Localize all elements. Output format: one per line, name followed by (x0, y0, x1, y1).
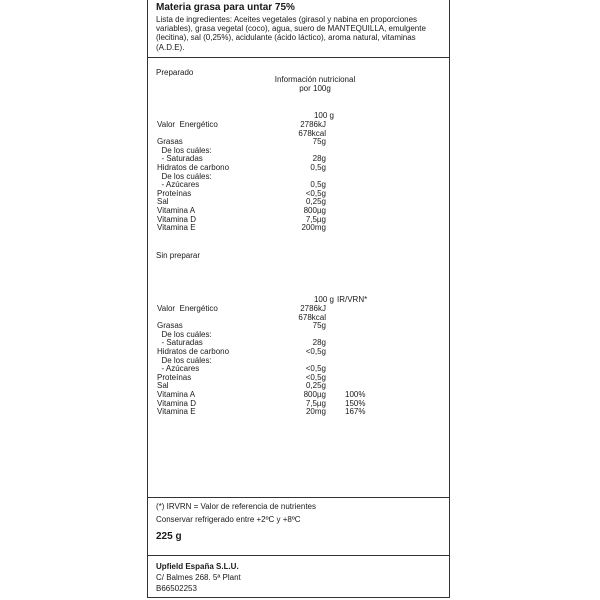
net-weight: 225 g (156, 531, 182, 542)
nutrient-ir-percent: 167% (345, 407, 366, 417)
nutrient-value: 0,5g (310, 163, 326, 172)
nutrient-label: Vitamina D (157, 214, 196, 224)
nutrient-label: De los cuáles: (157, 145, 212, 155)
nutrition-info-per: por 100g (299, 84, 331, 93)
nutrient-value: 678kcal (298, 128, 326, 138)
nutrient-label: Vitamina A (157, 390, 196, 399)
nutrient-label: De los cuáles: (157, 171, 212, 181)
nutrient-ir-percent: 150% (345, 398, 366, 408)
nutrient-value: 800µg (303, 390, 326, 399)
company-name: Upfield España S.L.U. (156, 562, 239, 571)
nutrient-value: 2786kJ (300, 304, 326, 313)
nutrient-value: 75g (312, 137, 326, 147)
nutrient-label: Vitamina D (157, 398, 196, 408)
nutrient-label: De los cuáles: (157, 329, 212, 339)
nutrient-ir-percent: 100% (345, 390, 366, 399)
nutrient-label: Valor Energético (157, 120, 218, 129)
nutrient-label: Hidratos de carbono (157, 347, 230, 356)
nutrient-label: Vitamina A (157, 206, 196, 215)
nutrient-value: <0,5g (305, 372, 326, 382)
nutrition-info-title: Información nutricional (274, 75, 356, 84)
storage-text: Conservar refrigerado entre +2ºC y +8ºC (156, 515, 301, 524)
divider (148, 555, 449, 556)
prepared-heading: Preparado (156, 68, 194, 77)
nutrient-label: Vitamina E (157, 223, 196, 233)
nutrient-value: 2786kJ (300, 120, 326, 129)
nutrient-value: 28g (312, 338, 326, 348)
company-address: C/ Balmes 268. 5ª Plant (156, 573, 241, 582)
nutrient-label: - Saturadas (157, 154, 203, 164)
divider (148, 497, 449, 498)
footnote: (*) IRVRN = Valor de referencia de nutrientes (156, 502, 317, 511)
product-title: Materia grasa para untar 75% (156, 2, 295, 13)
nutrient-label: - Saturadas (157, 338, 203, 348)
nutrient-label: Grasas (157, 321, 183, 331)
company-code: B66502253 (156, 584, 197, 593)
nutrient-value: 7,5µg (305, 398, 326, 408)
unprepared-heading: Sin preparar (156, 251, 201, 260)
nutrient-value: 0,5g (310, 180, 326, 190)
nutrient-label: - Azúcares (157, 180, 200, 190)
unprepared-col-header: 100 g (313, 295, 334, 304)
nutrient-label: Hidratos de carbono (157, 163, 230, 172)
nutrient-value: 7,5µg (305, 214, 326, 224)
nutrient-value: 0,25g (305, 381, 326, 391)
nutrient-label: Sal (157, 381, 169, 391)
nutrient-label: Valor Energético (157, 304, 218, 313)
nutrient-value: <0,5g (305, 364, 326, 374)
nutrient-label: Grasas (157, 137, 183, 147)
nutrient-label: Sal (157, 197, 169, 207)
prepared-col-header: 100 g (313, 111, 334, 120)
nutrient-label: Vitamina E (157, 407, 196, 417)
nutrient-label: De los cuáles: (157, 355, 212, 365)
divider (148, 57, 449, 58)
nutrient-value: 28g (312, 154, 326, 164)
nutrient-value: <0,5g (305, 347, 326, 356)
nutrient-value: <0,5g (305, 188, 326, 198)
nutrient-value: 20mg (305, 407, 326, 417)
nutrient-value: 0,25g (305, 197, 326, 207)
nutrient-value: 800µg (303, 206, 326, 215)
nutrient-label: - Azúcares (157, 364, 200, 374)
nutrient-label: Proteínas (157, 188, 192, 198)
unprepared-ir-header: IR/VRN* (337, 295, 368, 304)
nutrient-label: Proteínas (157, 372, 192, 382)
ingredients-list: Lista de ingredientes: Aceites vegetales (girasol y nabina en proporciones variables), grasa vegetal (coco), agua, suero de MANTEQUILLA, emulgente (lecitina), sal (0,25%), acidulante (ácido láctico), aroma natural, vitaminas (A.D.E). (156, 15, 426, 52)
nutrient-value: 678kcal (298, 312, 326, 322)
nutrient-value: 75g (312, 321, 326, 331)
nutrient-value: 200mg (301, 223, 326, 233)
